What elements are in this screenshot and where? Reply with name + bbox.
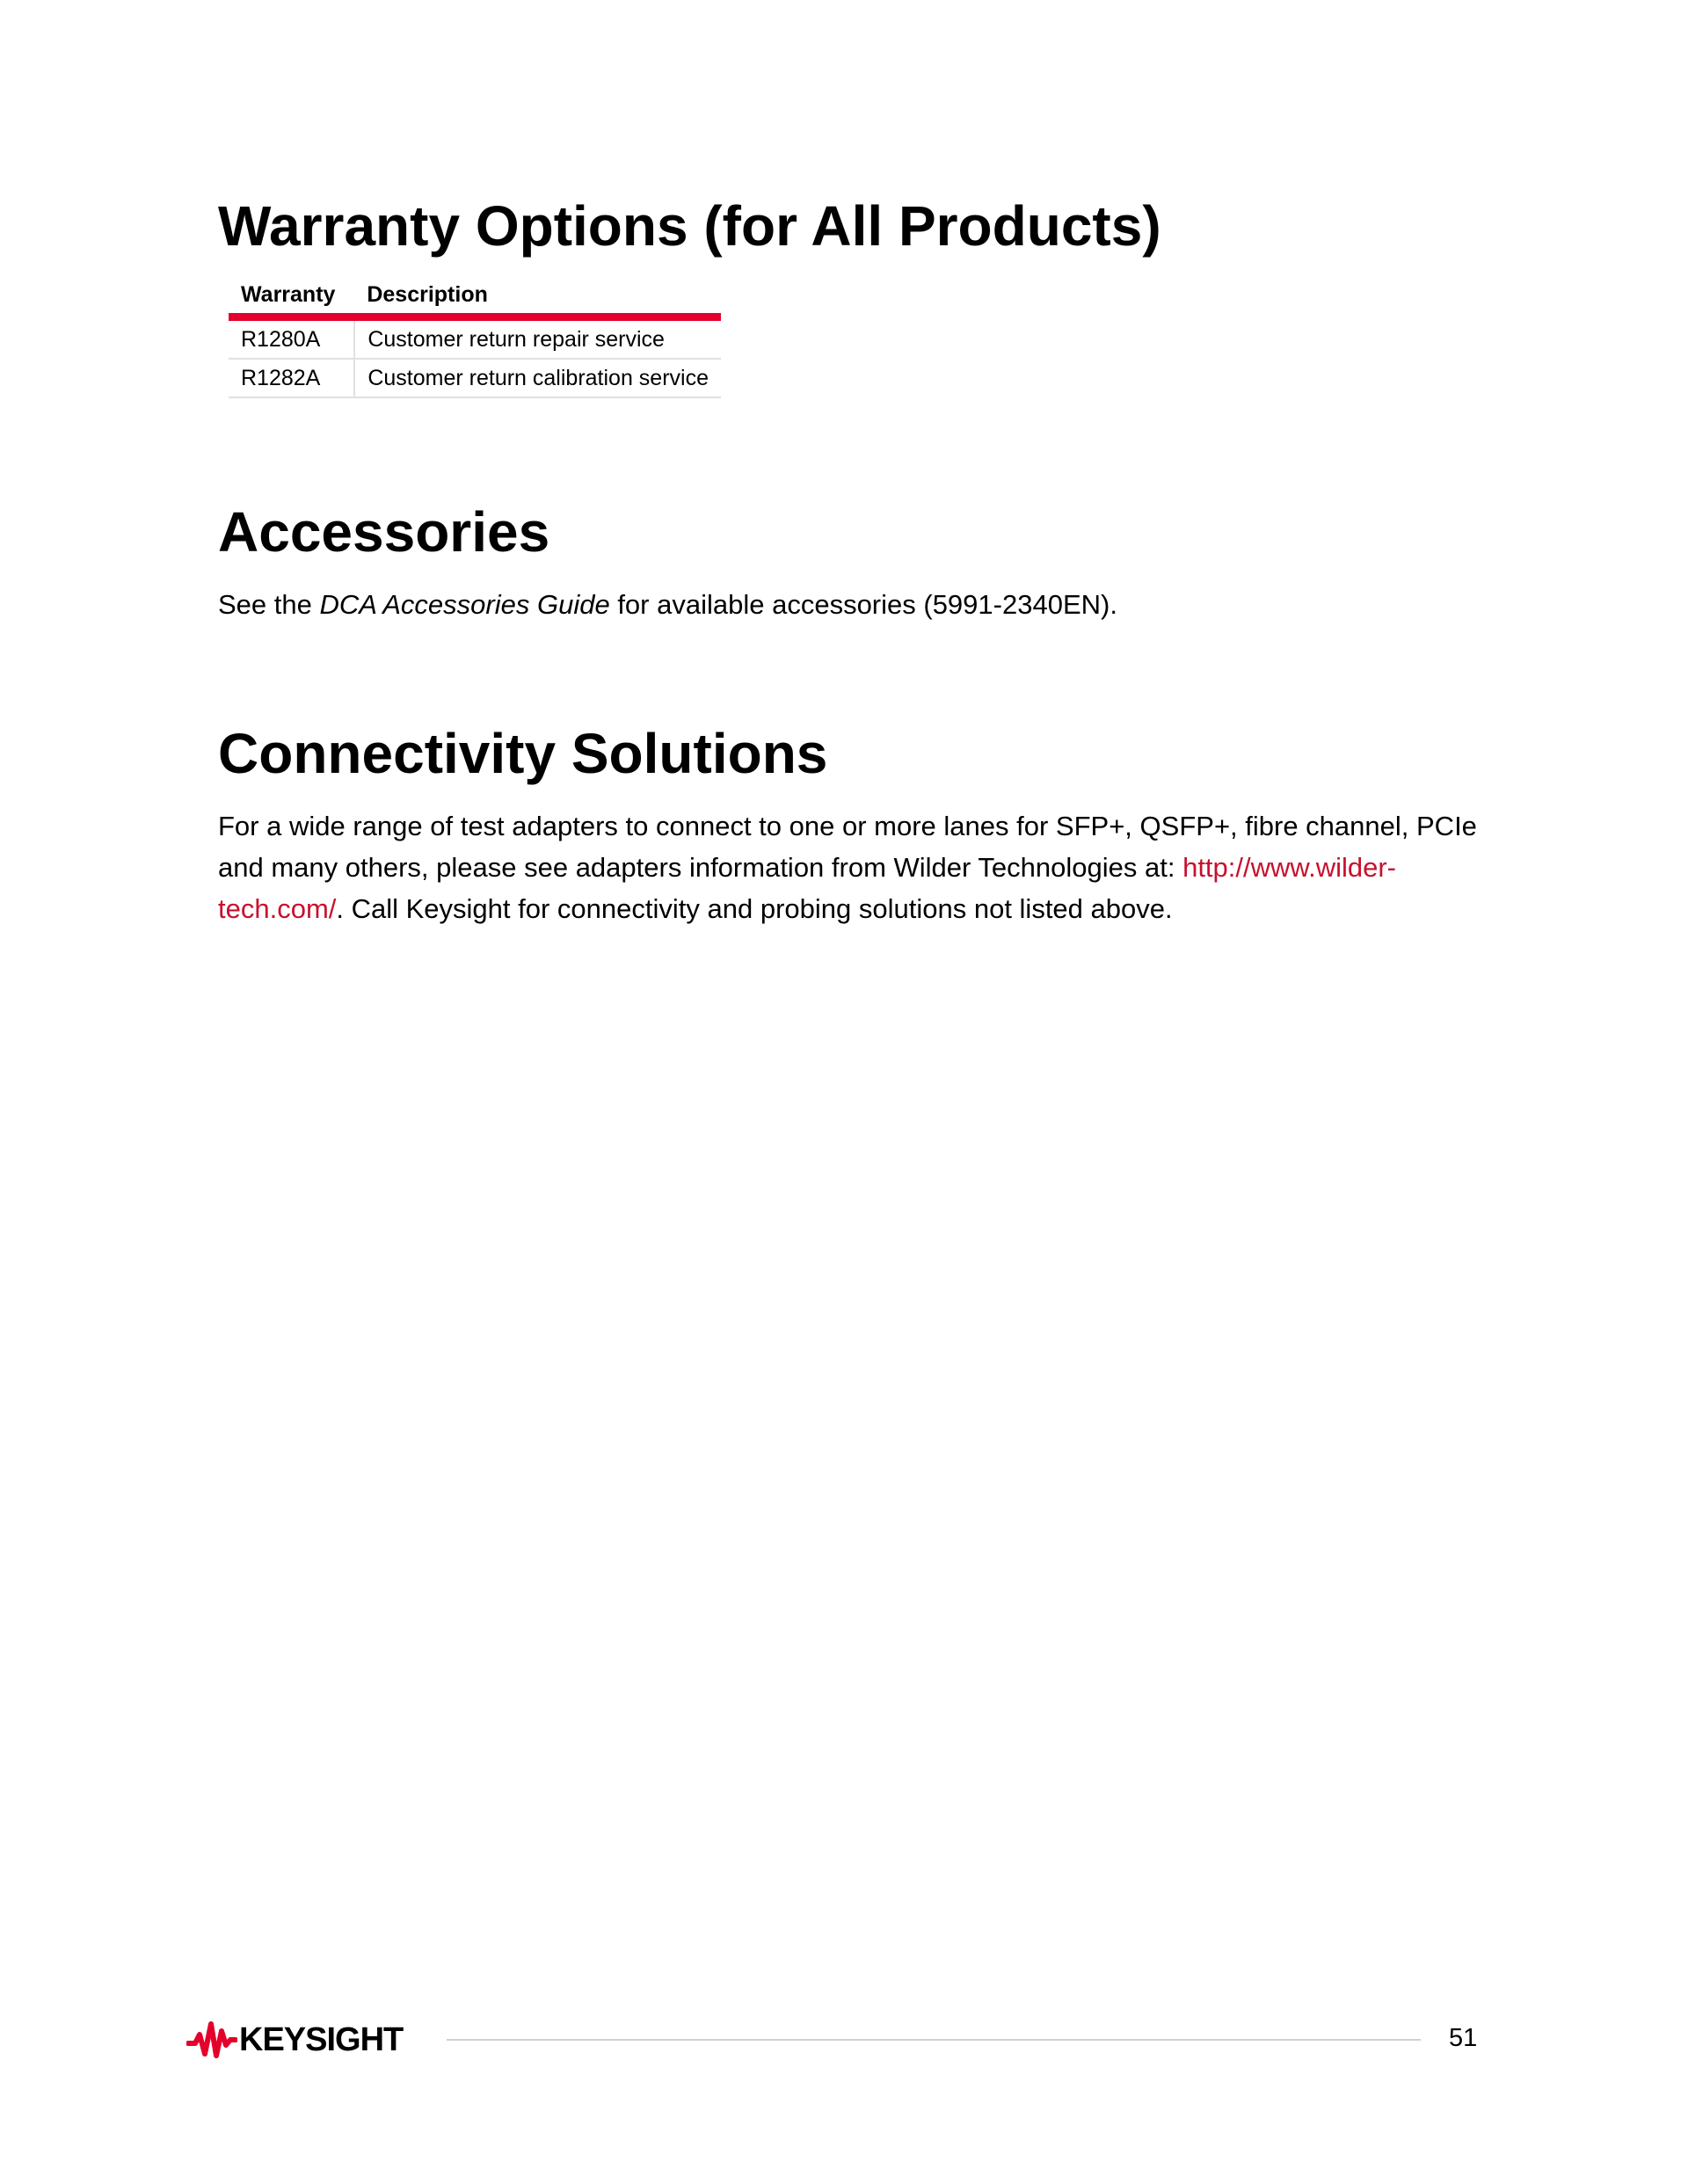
page-number: 51 [1449, 2024, 1478, 2052]
warranty-section-title: Warranty Options (for All Products) [218, 194, 1161, 258]
connectivity-text-before: For a wide range of test adapters to connect to one or more lanes for SFP+, QSFP+, fibre channel, PCIe and many others, please see adapters information from Wilder Technologies at: [218, 811, 1477, 883]
accessories-paragraph [218, 584, 1117, 625]
wilder-tech-link[interactable]: http://www.wilder-tech.com/ [218, 852, 1396, 924]
keysight-wave-icon [186, 2019, 237, 2061]
table-header-row [229, 280, 721, 317]
header-warranty: Warranty [229, 280, 354, 317]
keysight-logo-text: KEYSIGHT [239, 2020, 404, 2058]
accessories-guide-name: DCA Accessories Guide [319, 589, 610, 620]
warranty-description-cell: Customer return repair service [354, 317, 721, 360]
warranty-table [229, 280, 721, 398]
footer-divider [447, 2039, 1421, 2041]
accessories-text-after: for available accessories (5991-2340EN). [609, 589, 1117, 620]
connectivity-paragraph [218, 805, 1484, 929]
table-row [229, 317, 721, 360]
accessories-section-title: Accessories [218, 500, 550, 564]
connectivity-text-after: . Call Keysight for connectivity and probing solutions not listed above. [336, 893, 1173, 924]
table-row [229, 359, 721, 397]
accessories-text-before: See the [218, 589, 320, 620]
header-description: Description [354, 280, 721, 317]
connectivity-section-title: Connectivity Solutions [218, 722, 828, 785]
warranty-description-cell: Customer return calibration service [354, 359, 721, 397]
warranty-code-cell: R1280A [229, 317, 354, 360]
keysight-logo [186, 2019, 403, 2061]
warranty-code-cell: R1282A [229, 359, 354, 397]
